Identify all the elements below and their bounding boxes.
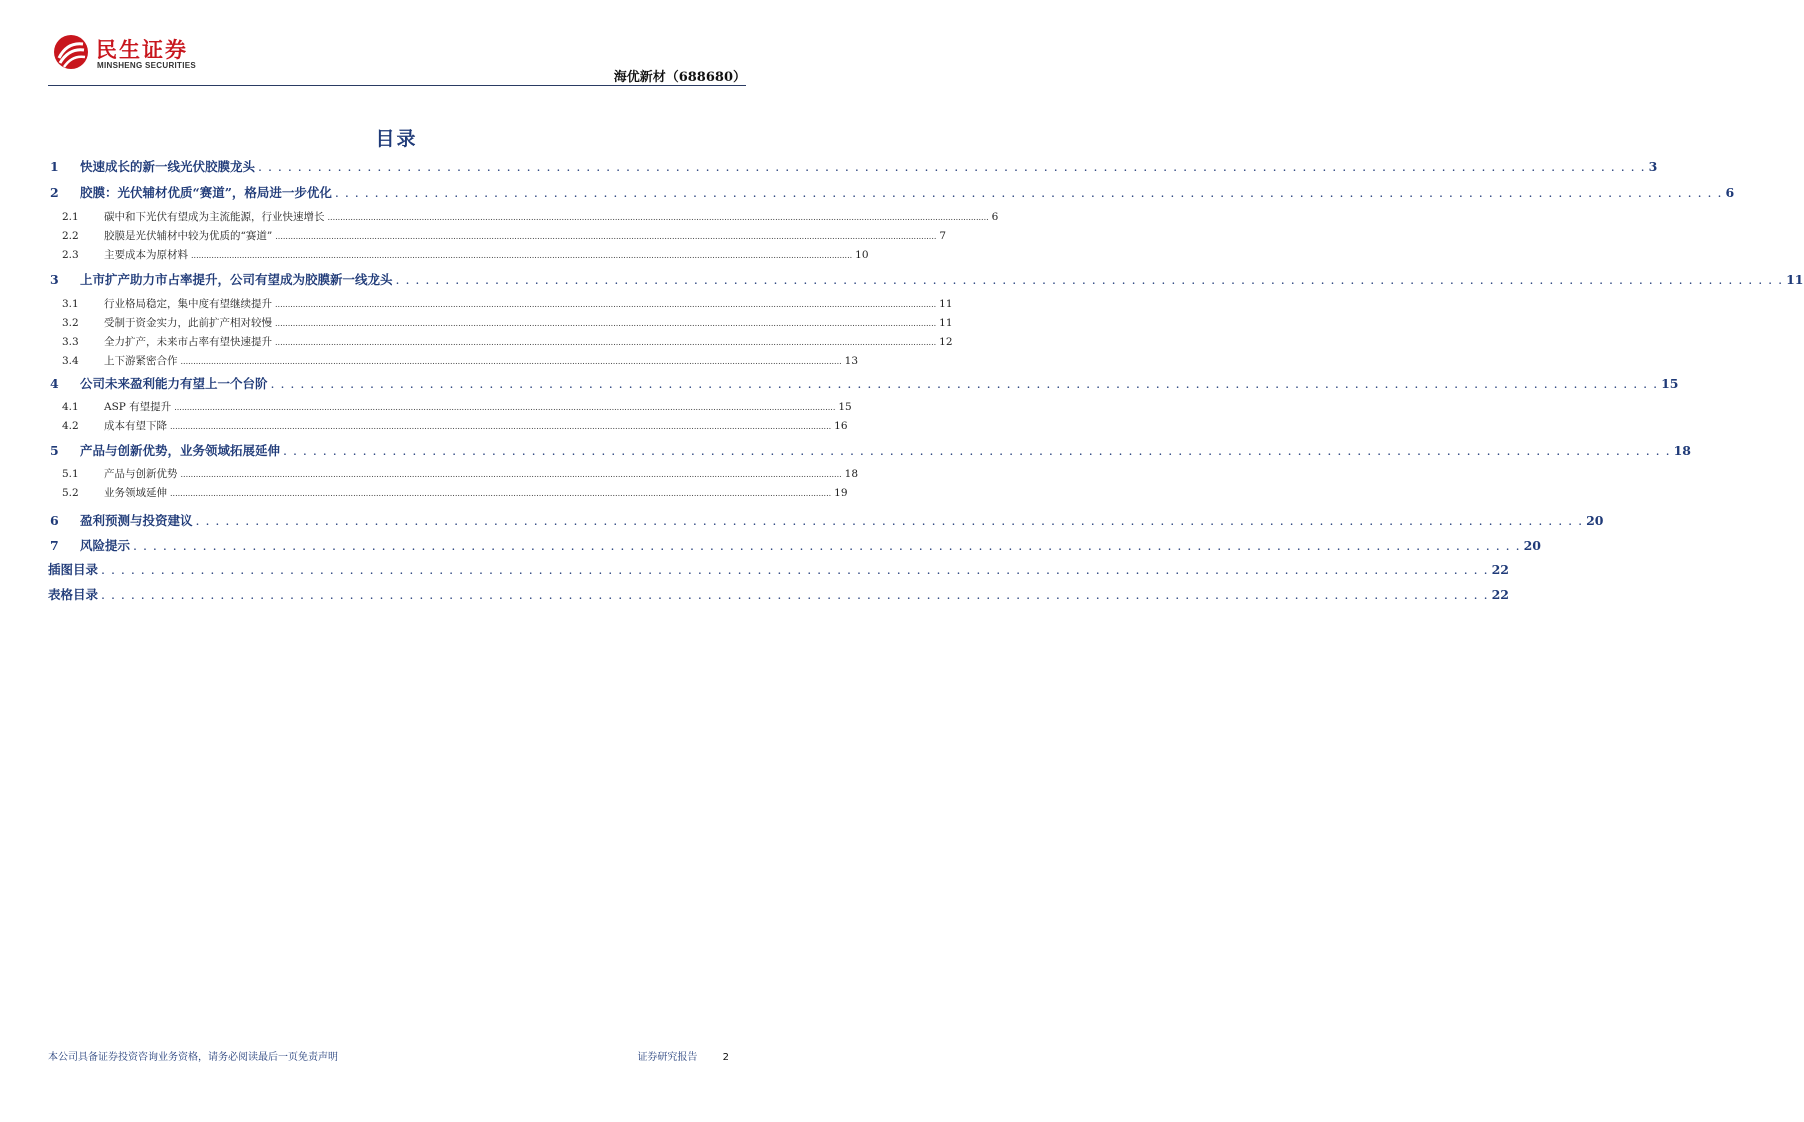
toc-page-number: 22 (1491, 587, 1509, 602)
toc-page-number: 18 (1673, 443, 1691, 458)
toc-entry-title: 胶膜是光伏辅材中较为优质的“赛道” (104, 230, 273, 242)
toc-entry-number: 3.2 (62, 317, 79, 329)
minsheng-logo (48, 30, 208, 76)
page-header (48, 30, 746, 86)
toc-section-entry[interactable] (48, 183, 1735, 201)
toc-dot-leader: .................................................................................................................................................................................................................................................................... (275, 319, 937, 328)
header-divider (48, 85, 746, 86)
toc-page-number: 22 (1491, 562, 1509, 577)
minsheng-logo-mark-icon (53, 34, 89, 70)
toc-page-number: 3 (1648, 159, 1658, 174)
toc-entry-title: 风险提示 (80, 538, 131, 553)
toc-dot-leader: . . . . . . . . . . . . . . . . . . . . . . . . . . . . . . . . . . . . . . . . . . . . . . . . . . . . . . . . . . . . . . . . . . . . . . . . . . . . . . . . . . . . . . . . . . . . . . . . . . . . . . . . . . . . . . . . . . . . . . . . . . . . . . . . . . . . . . . . . . . . (334, 185, 1723, 200)
toc-page-number: 7 (939, 230, 947, 242)
toc-page-number: 11 (939, 298, 953, 310)
toc-page-number: 6 (1725, 185, 1735, 200)
toc-entry-title: 行业格局稳定，集中度有望继续提升 (104, 298, 272, 310)
toc-page-number: 16 (834, 420, 848, 432)
toc-subsection-entry[interactable] (48, 209, 999, 224)
toc-section-entry[interactable] (48, 157, 1658, 175)
toc-subsection-entry[interactable] (48, 418, 848, 433)
toc-section-entry[interactable] (48, 374, 1679, 392)
toc-entry-number: 4 (50, 376, 59, 391)
toc-entry-number: 2.2 (62, 230, 79, 242)
toc-page-number: 10 (855, 249, 869, 261)
toc-page-number: 20 (1586, 513, 1604, 528)
toc-entry-number: 2 (50, 185, 59, 200)
toc-section-entry[interactable] (48, 511, 1604, 529)
toc-subsection-entry[interactable] (48, 466, 859, 481)
toc-page-number: 11 (939, 317, 953, 329)
toc-subsection-entry[interactable] (48, 247, 869, 262)
toc-dot-leader: .................................................................................................................................................................................................................................................................... (275, 232, 937, 241)
footer-disclaimer: 本公司具备证券投资咨询业务资格，请务必阅读最后一页免责声明 (48, 1052, 338, 1063)
footer-meta (637, 1048, 729, 1063)
toc-dot-leader: .................................................................................................................................................................................................................................................................... (180, 357, 842, 366)
toc-dot-leader: . . . . . . . . . . . . . . . . . . . . . . . . . . . . . . . . . . . . . . . . . . . . . . . . . . . . . . . . . . . . . . . . . . . . . . . . . . . . . . . . . . . . . . . . . . . . . . . . . . . . . . . . . . . . . . . . . . . . . . . . . . . . . . . . . . . . . . . . . . . . (101, 587, 1489, 602)
toc-subsection-entry[interactable] (48, 315, 953, 330)
toc-dot-leader: . . . . . . . . . . . . . . . . . . . . . . . . . . . . . . . . . . . . . . . . . . . . . . . . . . . . . . . . . . . . . . . . . . . . . . . . . . . . . . . . . . . . . . . . . . . . . . . . . . . . . . . . . . . . . . . . . . . . . . . . . . . . . . . . . . . . . . . . . . . . (258, 159, 1646, 174)
toc-page-number: 11 (1786, 272, 1804, 287)
footer-report-label: 证券研究报告 (637, 1052, 698, 1063)
toc-subsection-entry[interactable] (48, 399, 852, 414)
toc-title: 目录 (375, 128, 418, 150)
toc-entry-number: 3.4 (62, 355, 79, 367)
toc-section-entry[interactable] (48, 270, 1804, 288)
toc-entry-number: 5 (50, 443, 59, 458)
toc-entry-title: 公司未来盈利能力有望上一个台阶 (80, 376, 268, 391)
toc-entry-number: 2.3 (62, 249, 79, 261)
toc-subsection-entry[interactable] (48, 334, 953, 349)
toc-subsection-entry[interactable] (48, 296, 953, 311)
toc-entry-title: 全力扩产，未来市占率有望快速提升 (104, 336, 272, 348)
toc-page-number: 19 (834, 487, 848, 499)
toc-entry-title: 快速成长的新一线光伏胶膜龙头 (80, 159, 256, 174)
toc-dot-leader: . . . . . . . . . . . . . . . . . . . . . . . . . . . . . . . . . . . . . . . . . . . . . . . . . . . . . . . . . . . . . . . . . . . . . . . . . . . . . . . . . . . . . . . . . . . . . . . . . . . . . . . . . . . . . . . . . . . . . . . . . . . . . . . . . . . . . . . . . . . . (270, 376, 1659, 391)
toc-dot-leader: . . . . . . . . . . . . . . . . . . . . . . . . . . . . . . . . . . . . . . . . . . . . . . . . . . . . . . . . . . . . . . . . . . . . . . . . . . . . . . . . . . . . . . . . . . . . . . . . . . . . . . . . . . . . . . . . . . . . . . . . . . . . . . . . . . . . . . . . . . . . (395, 272, 1784, 287)
toc-entry-number: 3.1 (62, 298, 79, 310)
toc-entry-title: 上市扩产助力市占率提升，公司有望成为胶膜新一线龙头 (80, 272, 393, 287)
toc-subsection-entry[interactable] (48, 485, 848, 500)
toc-subsection-entry[interactable] (48, 353, 859, 368)
toc-entry-title: ASP 有望提升 (104, 401, 172, 413)
toc-entry-number: 6 (50, 513, 59, 528)
toc-dot-leader: . . . . . . . . . . . . . . . . . . . . . . . . . . . . . . . . . . . . . . . . . . . . . . . . . . . . . . . . . . . . . . . . . . . . . . . . . . . . . . . . . . . . . . . . . . . . . . . . . . . . . . . . . . . . . . . . . . . . . . . . . . . . . . . . . . . . . . . . . . . . (283, 443, 1671, 458)
toc-entry-title: 碳中和下光伏有望成为主流能源，行业快速增长 (104, 211, 325, 223)
toc-index-entry[interactable] (48, 560, 1509, 578)
toc-entry-title: 胶膜：光伏辅材优质“赛道”，格局进一步优化 (80, 185, 332, 200)
toc-subsection-entry[interactable] (48, 228, 947, 243)
toc-entry-title: 业务领域延伸 (104, 487, 167, 499)
toc-entry-number: 4.1 (62, 401, 79, 413)
page-number: 2 (722, 1052, 729, 1063)
toc-entry-number: 1 (50, 159, 59, 174)
toc-entry-title: 插图目录 (48, 562, 99, 577)
toc-dot-leader: . . . . . . . . . . . . . . . . . . . . . . . . . . . . . . . . . . . . . . . . . . . . . . . . . . . . . . . . . . . . . . . . . . . . . . . . . . . . . . . . . . . . . . . . . . . . . . . . . . . . . . . . . . . . . . . . . . . . . . . . . . . . . . . . . . . . . . . . . . . . (101, 562, 1489, 577)
toc-section-entry[interactable] (48, 536, 1541, 554)
toc-entry-number: 4.2 (62, 420, 79, 432)
logo-english-name: MINSHENG SECURITIES (97, 61, 197, 70)
toc-dot-leader: .................................................................................................................................................................................................................................................................... (180, 470, 842, 479)
logo-chinese-name: 民生证券 (96, 38, 188, 62)
toc-entry-title: 产品与创新优势，业务领域拓展延伸 (80, 443, 281, 458)
company-ticker: 海优新材（688680） (613, 70, 746, 85)
toc-entry-number: 5.1 (62, 468, 79, 480)
toc-dot-leader: .................................................................................................................................................................................................................................................................... (327, 213, 989, 222)
toc-page-number: 6 (991, 211, 999, 223)
toc-entry-number: 7 (50, 538, 59, 553)
toc-entry-title: 受制于资金实力，此前扩产相对较慢 (104, 317, 272, 329)
toc-entry-number: 3 (50, 272, 59, 287)
toc-page-number: 13 (844, 355, 859, 367)
toc-page-number: 15 (838, 401, 852, 413)
toc-page-number: 18 (844, 468, 859, 480)
toc-entry-title: 表格目录 (48, 587, 99, 602)
toc-entry-number: 2.1 (62, 211, 79, 223)
toc-page-number: 20 (1523, 538, 1541, 553)
toc-entry-title: 盈利预测与投资建议 (80, 513, 193, 528)
toc-entry-number: 5.2 (62, 487, 79, 499)
toc-dot-leader: .................................................................................................................................................................................................................................................................... (275, 300, 937, 309)
toc-index-entry[interactable] (48, 585, 1509, 603)
toc-page-number: 12 (939, 336, 953, 348)
toc-dot-leader: .................................................................................................................................................................................................................................................................... (170, 422, 832, 431)
toc-dot-leader: . . . . . . . . . . . . . . . . . . . . . . . . . . . . . . . . . . . . . . . . . . . . . . . . . . . . . . . . . . . . . . . . . . . . . . . . . . . . . . . . . . . . . . . . . . . . . . . . . . . . . . . . . . . . . . . . . . . . . . . . . . . . . . . . . . . . . . . . . . . . (133, 538, 1521, 553)
toc-page-number: 15 (1661, 376, 1679, 391)
toc-dot-leader: .................................................................................................................................................................................................................................................................... (170, 489, 832, 498)
toc-dot-leader: .................................................................................................................................................................................................................................................................... (275, 338, 937, 347)
toc-dot-leader: .................................................................................................................................................................................................................................................................... (174, 403, 836, 412)
toc-section-entry[interactable] (48, 441, 1691, 459)
toc-dot-leader: .................................................................................................................................................................................................................................................................... (191, 251, 853, 260)
toc-entry-title: 成本有望下降 (104, 420, 167, 432)
toc-entry-title: 上下游紧密合作 (104, 355, 178, 367)
toc-entry-title: 产品与创新优势 (104, 468, 178, 480)
toc-entry-title: 主要成本为原材料 (104, 249, 188, 261)
toc-dot-leader: . . . . . . . . . . . . . . . . . . . . . . . . . . . . . . . . . . . . . . . . . . . . . . . . . . . . . . . . . . . . . . . . . . . . . . . . . . . . . . . . . . . . . . . . . . . . . . . . . . . . . . . . . . . . . . . . . . . . . . . . . . . . . . . . . . . . . . . . . . . . (195, 513, 1584, 528)
toc-entry-number: 3.3 (62, 336, 79, 348)
